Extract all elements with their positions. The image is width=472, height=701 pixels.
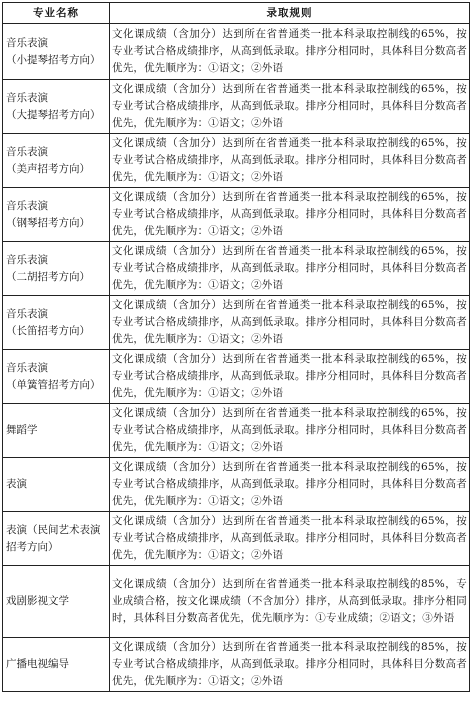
major-name-cell: 音乐表演 （二胡招考方向） [3,242,110,296]
header-admission-rule: 录取规则 [110,3,470,24]
admission-rule-cell: 文化课成绩（含加分）达到所在省普通类一批本科录取控制线的65%，按专业考试合格成绩排序，从高到低录取。排序分相同时，具体科目分数高者优先，优先顺序为：①语文；②外语 [110,296,470,350]
major-name-cell: 音乐表演 （长笛招考方向） [3,296,110,350]
major-name-cell: 表演 [3,458,110,512]
major-name-cell: 音乐表演 （大提琴招考方向） [3,80,110,134]
admission-rule-cell: 文化课成绩（含加分）达到所在省普通类一批本科录取控制线的85%，专业成绩合格，按文化课成绩（不含加分）排序，从高到低录取。排序分相同时，具体科目分数高者优先，优先顺序为：①专业成绩；②语文；③外语 [110,566,470,638]
table-row [3,80,470,134]
table-row [3,566,470,638]
header-major-name: 专业名称 [3,3,110,24]
major-name-cell: 表演（民间艺术表演招考方向） [3,512,110,566]
major-name-cell: 广播电视编导 [3,638,110,692]
major-name-cell: 音乐表演 （单簧管招考方向） [3,350,110,404]
table-row [3,296,470,350]
table-row [3,458,470,512]
admission-rule-cell: 文化课成绩（含加分）达到所在省普通类一批本科录取控制线的65%，按专业考试合格成绩排序，从高到低录取。排序分相同时，具体科目分数高者优先，优先顺序为：①语文；②外语 [110,24,470,80]
major-name-cell: 舞蹈学 [3,404,110,458]
admission-rules-table [2,2,470,692]
admission-rule-cell: 文化课成绩（含加分）达到所在省普通类一批本科录取控制线的65%，按专业考试合格成绩排序，从高到低录取。排序分相同时，具体科目分数高者优先，优先顺序为：①语文；②外语 [110,404,470,458]
table-row [3,24,470,80]
admission-rule-cell: 文化课成绩（含加分）达到所在省普通类一批本科录取控制线的65%，按专业考试合格成绩排序，从高到低录取。排序分相同时，具体科目分数高者优先，优先顺序为：①语文；②外语 [110,80,470,134]
admission-rule-cell: 文化课成绩（含加分）达到所在省普通类一批本科录取控制线的65%，按专业考试合格成绩排序，从高到低录取。排序分相同时，具体科目分数高者优先，优先顺序为：①语文；②外语 [110,242,470,296]
table-row [3,404,470,458]
major-name-cell: 音乐表演 （钢琴招考方向） [3,188,110,242]
admission-rule-cell: 文化课成绩（含加分）达到所在省普通类一批本科录取控制线的65%，按专业考试合格成绩排序，从高到低录取。排序分相同时，具体科目分数高者优先，优先顺序为：①语文；②外语 [110,458,470,512]
table-row [3,242,470,296]
major-name-cell: 戏剧影视文学 [3,566,110,638]
admission-rule-cell: 文化课成绩（含加分）达到所在省普通类一批本科录取控制线的65%，按专业考试合格成绩排序，从高到低录取。排序分相同时，具体科目分数高者优先，优先顺序为：①语文；②外语 [110,350,470,404]
table-row [3,188,470,242]
admission-rule-cell: 文化课成绩（含加分）达到所在省普通类一批本科录取控制线的65%，按专业考试合格成绩排序，从高到低录取。排序分相同时，具体科目分数高者优先，优先顺序为：①语文；②外语 [110,188,470,242]
major-name-cell: 音乐表演 （美声招考方向） [3,134,110,188]
major-name-cell: 音乐表演 （小提琴招考方向） [3,24,110,80]
table-row [3,350,470,404]
table-row [3,512,470,566]
header-row [3,3,470,24]
table-row [3,134,470,188]
admission-rule-cell: 文化课成绩（含加分）达到所在省普通类一批本科录取控制线的85%，按专业考试合格成绩排序，从高到低录取。排序分相同时，具体科目分数高者优先，优先顺序为：①语文；②外语 [110,638,470,692]
table-row [3,638,470,692]
admission-rule-cell: 文化课成绩（含加分）达到所在省普通类一批本科录取控制线的65%，按专业考试合格成绩排序，从高到低录取。排序分相同时，具体科目分数高者优先，优先顺序为：①语文；②外语 [110,512,470,566]
admission-rule-cell: 文化课成绩（含加分）达到所在省普通类一批本科录取控制线的65%，按专业考试合格成绩排序，从高到低录取。排序分相同时，具体科目分数高者优先，优先顺序为：①语文；②外语 [110,134,470,188]
